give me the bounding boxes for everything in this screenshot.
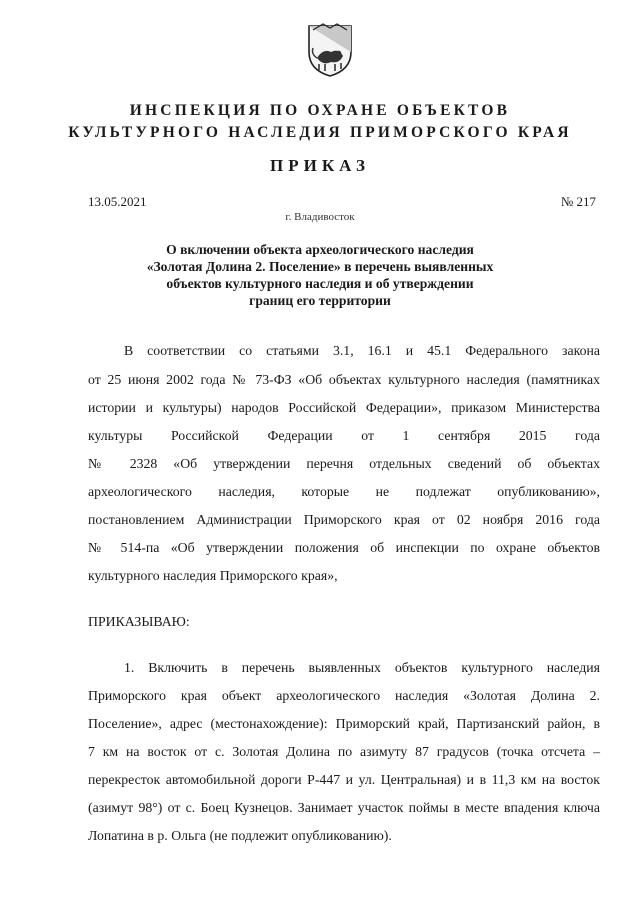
preamble-line: В соответствии со статьями 3.1, 16.1 и 45.1 Федерального закона bbox=[124, 343, 600, 358]
item-line: (азимут 98°) от с. Боец Кузнецов. Занимает участок поймы в месте впадения ключа bbox=[88, 800, 600, 815]
document-number: № 217 bbox=[560, 194, 596, 209]
preamble-line: постановлением Администрации Приморского края от 02 ноября 2016 года bbox=[88, 512, 600, 527]
coat-of-arms-emblem bbox=[305, 20, 355, 78]
document-date: 13.05.2021 bbox=[88, 194, 147, 209]
document-type: ПРИКАЗ bbox=[270, 156, 370, 175]
item-line: Лопатина в р. Ольга (не подлежит опубликованию). bbox=[88, 828, 392, 843]
preamble-line: истории и культуры) народов Российской Федерации», приказом Министерства bbox=[88, 400, 600, 415]
item-line: Поселение», адрес (местонахождение): Приморский край, Партизанский район, в bbox=[88, 716, 600, 731]
preamble-line: культуры Российской Федерации от 1 сентября 2015 года bbox=[88, 428, 600, 443]
preamble-line: № 514-па «Об утверждении положения об инспекции по охране объектов bbox=[88, 540, 600, 555]
title-line: О включении объекта археологического наследия bbox=[166, 242, 474, 257]
item-line: Приморского края объект археологического наследия «Золотая Долина 2. bbox=[88, 688, 600, 703]
title-line: «Золотая Долина 2. Поселение» в перечень выявленных bbox=[146, 259, 494, 274]
title-line: объектов культурного наследия и об утверждении bbox=[166, 276, 474, 291]
title-line: границ его территории bbox=[249, 293, 391, 308]
organization-name-line-2: КУЛЬТУРНОГО НАСЛЕДИЯ ПРИМОРСКОГО КРАЯ bbox=[68, 124, 572, 141]
item-line: перекресток автомобильной дороги Р-447 и ул. Центральная) и в 11,3 км на восток bbox=[88, 772, 600, 787]
item-line: 7 км на восток от с. Золотая Долина по азимуту 87 градусов (точка отсчета – bbox=[88, 744, 600, 759]
order-directive: ПРИКАЗЫВАЮ: bbox=[88, 614, 190, 629]
document-title bbox=[130, 241, 510, 309]
preamble-line: от 25 июня 2002 года № 73-ФЗ «Об объектах культурного наследия (памятниках bbox=[88, 372, 600, 387]
document-city: г. Владивосток bbox=[285, 211, 355, 223]
preamble-line: № 2328 «Об утверждении перечня отдельных сведений об объектах bbox=[88, 456, 600, 471]
item-line: 1. Включить в перечень выявленных объектов культурного наследия bbox=[124, 660, 600, 675]
preamble-line: археологического наследия, которые не подлежат опубликованию», bbox=[88, 484, 600, 499]
organization-name-line-1: ИНСПЕКЦИЯ ПО ОХРАНЕ ОБЪЕКТОВ bbox=[129, 102, 511, 119]
preamble-line: культурного наследия Приморского края», bbox=[88, 568, 338, 583]
